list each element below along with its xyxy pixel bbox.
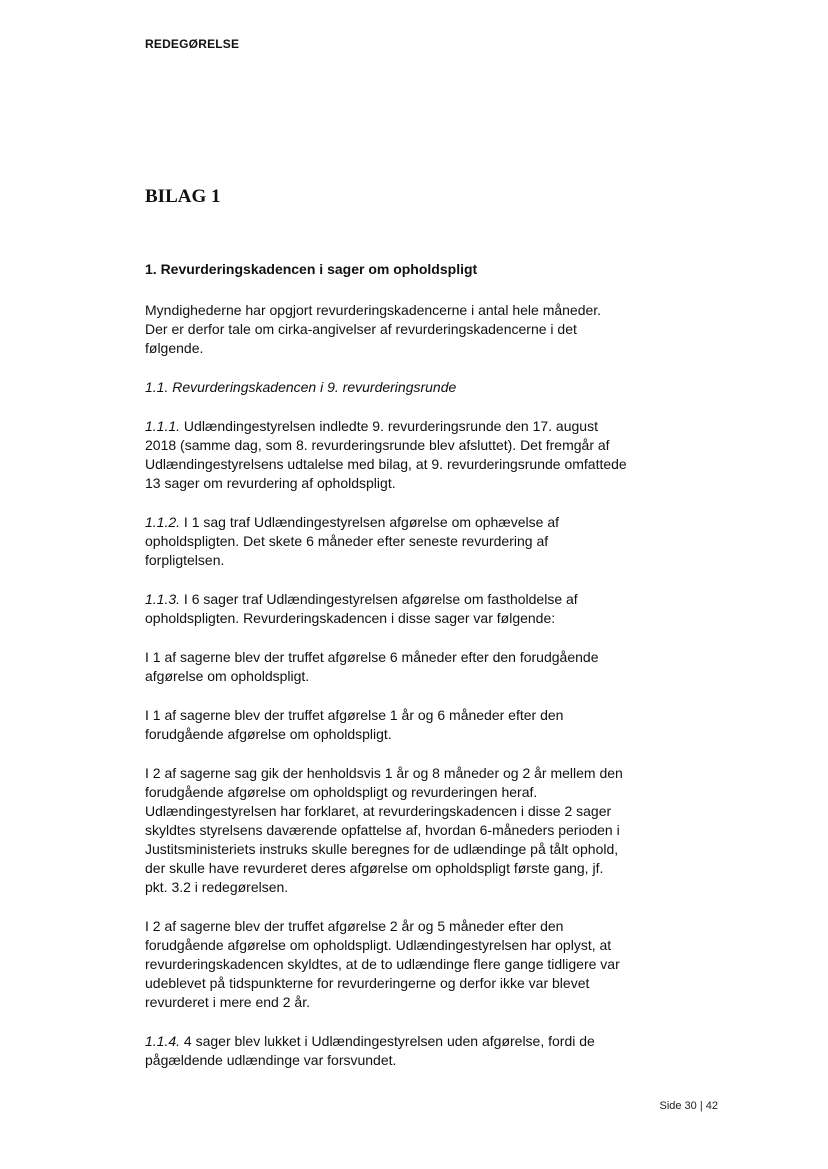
section-heading: 1. Revurderingskadencen i sager om opholdspligt (145, 261, 478, 277)
page-number: Side 30 | 42 (659, 1100, 718, 1112)
paragraph-number: 1.1.3. (145, 591, 181, 607)
paragraph-case-c: I 2 af sagerne sag gik der henholdsvis 1 år og 8 måneder og 2 år mellem den forudgående afgørelse om opholdspligt og revurderingen heraf. Udlændingestyrelsen har forklaret, at revurderingskadencen i disse 2 sager skyldtes styrelsens daværende opfattelse af, hvordan 6-måneders perioden i Justitsministeriets instruks skulle beregnes for de udlændinge på tålt ophold, der skulle have revurderet deres afgørelse om opholdspligt første gang, jf. pkt. 3.2 i redegørelsen. (145, 765, 623, 895)
paragraph-number: 1.1.1. (145, 418, 181, 434)
paragraph-case-b: I 1 af sagerne blev der truffet afgørelse 1 år og 6 måneder efter den forudgående afgørelse om opholdspligt. (145, 707, 564, 742)
document-body (145, 260, 627, 1090)
paragraph-text: Udlændingestyrelsen indledte 9. revurderingsrunde den 17. august 2018 (samme dag, som 8. revurderingsrunde blev afsluttet). Det fremgår af Udlændingestyrelsens udtalelse med bilag, at 9. revurderingsrunde omfattede 13 sager om revurdering af opholdspligt. (145, 418, 627, 491)
subsection-heading: 1.1. Revurderingskadencen i 9. revurderingsrunde (145, 379, 457, 395)
paragraph-text: I 1 sag traf Udlændingestyrelsen afgørelse om ophævelse af opholdspligten. Det skete 6 måneder efter seneste revurdering af forpligtelsen. (145, 514, 560, 568)
paragraph-1-1-4 (145, 1032, 627, 1070)
intro-paragraph: Myndighederne har opgjort revurderingskadencerne i antal hele måneder. Der er derfor tale om cirka-angivelser af revurderingskadencerne i det følgende. (145, 302, 602, 356)
paragraph-1-1-2 (145, 513, 627, 570)
paragraph-1-1-1 (145, 417, 627, 493)
paragraph-number: 1.1.4. (145, 1033, 181, 1049)
paragraph-case-a: I 1 af sagerne blev der truffet afgørelse 6 måneder efter den forudgående afgørelse om opholdspligt. (145, 649, 599, 684)
annex-title: BILAG 1 (145, 186, 221, 207)
paragraph-1-1-3 (145, 590, 627, 628)
paragraph-text: I 6 sager traf Udlændingestyrelsen afgørelse om fastholdelse af opholdspligten. Revurderingskadencen i disse sager var følgende: (145, 591, 578, 626)
paragraph-text: 4 sager blev lukket i Udlændingestyrelsen uden afgørelse, fordi de pågældende udlændinge var forsvundet. (145, 1033, 595, 1068)
document-header: REDEGØRELSE (145, 37, 240, 51)
paragraph-number: 1.1.2. (145, 514, 181, 530)
paragraph-case-d: I 2 af sagerne blev der truffet afgørelse 2 år og 5 måneder efter den forudgående afgørelse om opholdspligt. Udlændingestyrelsen har oplyst, at revurderingskadencen skyldtes, at de to udlændinge flere gange tidligere var udeblevet på tidspunkterne for revurderingerne og derfor ikke var blevet revurderet i mere end 2 år. (145, 918, 620, 1010)
